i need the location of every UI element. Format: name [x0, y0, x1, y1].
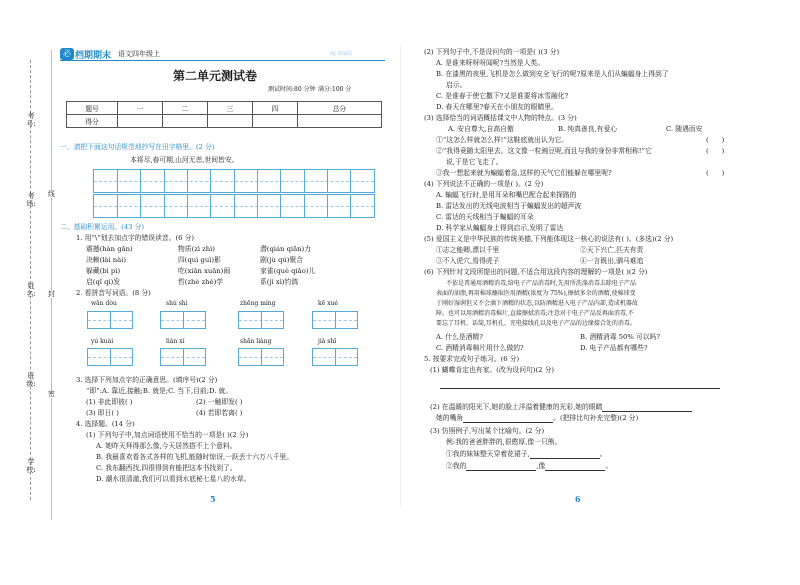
trait-option: C. 随遇而安	[666, 125, 703, 133]
trait-item-cont: 说,于是它飞走了。	[446, 158, 503, 166]
pinyin-item[interactable]: 家雀(què qiǎo)儿	[260, 267, 316, 275]
score-header-cell: 一	[118, 102, 163, 115]
writing-box[interactable]	[87, 311, 133, 329]
choice-option[interactable]: C. 我东翻西找,四很得到有能把这本书找到了。	[96, 464, 237, 472]
choice-option[interactable]: ②天下兴亡,匹夫有责	[580, 246, 644, 254]
score-header-cell: 四	[252, 102, 297, 115]
q3-item[interactable]: (3) 即日( )	[86, 409, 119, 417]
pinyin-item[interactable]: 躲藏(bì pì)	[86, 267, 121, 275]
test-time: 测试时间:80 分钟	[268, 86, 316, 93]
trait-item: ③我一想起来就为蝙蝠着急,这样的天气它们能躲在哪里呢?	[436, 169, 612, 177]
q4-stem: 4. 选择题。(14 分)	[76, 420, 135, 428]
q3-item[interactable]: (2) 一触即发( )	[196, 398, 243, 406]
q5-main-stem: 5. 按要求完成句子练习。(6 分)	[424, 355, 520, 363]
pinyin-item[interactable]: 系(jì xì)钓鸽	[260, 278, 299, 286]
choice-option[interactable]: ④一言既出,驷马难追	[580, 257, 644, 265]
page-number-right: 6	[575, 494, 581, 504]
section2-heading: 二、基础积累运用。(43 分)	[60, 223, 145, 231]
score-header-cell: 总分	[297, 102, 381, 115]
margin-label-room: 考场:	[26, 192, 36, 208]
q5-sub2b	[436, 414, 638, 423]
q5-sub2c-text: 。(把排比句补充完整)(2 分)	[553, 414, 639, 422]
answer-paren[interactable]: ( )	[706, 147, 725, 155]
tianzige-row-2[interactable]	[93, 194, 375, 218]
writing-box[interactable]	[312, 348, 358, 366]
trait-item: ①“这怎么样就怎么样!”这鞋底就出认为它。	[436, 136, 569, 144]
q1-stem: 1. 用“\”划去加点字的错误读音。(6 分)	[76, 234, 195, 242]
pinyin-item[interactable]: 四(quì guì)影	[178, 256, 221, 264]
answer-blank[interactable]	[463, 414, 553, 423]
choice-option[interactable]: D. 电子产品都有哪些?	[580, 344, 648, 352]
q5-sub3: (3) 仿照例子,写出某个比喻句。(2 分)	[430, 427, 545, 435]
pinyin-prompt: shǎn liàng	[240, 338, 272, 345]
q5-item-text: ①我的妹妹整天穿着花裙子,	[446, 450, 530, 458]
pinyin-item[interactable]: 潜(qián qiǎn)力	[260, 245, 311, 253]
answer-line[interactable]	[440, 388, 720, 389]
q3-item[interactable]: (1) 非此即彼( )	[86, 398, 133, 406]
score-input-cell[interactable]	[252, 115, 297, 128]
q2-stem: 2. 看拼音写词语。(8 分)	[76, 289, 151, 297]
pinyin-prompt: zhēng míng	[240, 300, 276, 307]
choice-option[interactable]: B. 酒精消毒 50% 可以吗?	[580, 333, 660, 341]
section1-heading: 一、请把下面这句话规范地抄写在田字格里。(2 分)	[60, 143, 215, 151]
q5-sub2	[430, 403, 692, 412]
score-row-label: 得分	[67, 115, 118, 128]
pinyin-item[interactable]: 启(qǐ qì)发	[86, 278, 121, 286]
pinyin-prompt: kē xué	[318, 300, 338, 307]
q5-sub2-text: (2) 在温暖的阳光下,她的脸上洋溢着健康的光彩,她的眼睛	[430, 403, 603, 411]
writing-box[interactable]	[312, 311, 358, 329]
choice-option[interactable]: C. 雷达的天线相当于蝙蝠的耳朵	[436, 213, 534, 221]
choice-option-cont: 启示。	[446, 81, 467, 89]
q3-item[interactable]: (4) 若即若离( )	[196, 409, 243, 417]
answer-paren[interactable]: ( )	[706, 169, 725, 177]
score-header-cell: 题号	[67, 102, 118, 115]
passage-line: 于刚好湿润但又不会滴下酒精的状态,以防酒精进入电子产品内部,造成机器故	[436, 300, 638, 307]
rq6-stem: (6) 下列针对文段所提出的问题,不适合用这段内容的理解的一项是( )(2 分)	[424, 268, 648, 276]
passage-line: 障。也可以用酒精消毒棉片,直接擦拭消毒;注意对于电子产品反再面消毒,不	[436, 310, 634, 317]
writing-box[interactable]	[238, 348, 284, 366]
pinyin-item[interactable]: 决赖(lài nài)	[86, 256, 127, 264]
margin-label-exam-no: 考号:	[26, 112, 36, 128]
choice-option[interactable]: D. 春天在哪里?春天在小朋友的眼睛里。	[436, 103, 558, 111]
binding-mark-secret: 密	[48, 390, 55, 398]
choice-option[interactable]: D. 科学家从蝙蝠身上得到启示,发明了雷达	[436, 224, 564, 232]
score-header-cell: 三	[207, 102, 252, 115]
q5-item-mid: ,像	[536, 462, 546, 470]
page-title: 第二单元测试卷	[173, 69, 258, 83]
q5-item-tail: 。	[605, 462, 613, 470]
answer-blank[interactable]	[602, 403, 692, 412]
score-header-cell: 二	[162, 102, 207, 115]
q3-options: “即”:A. 靠近,接触;B. 就是;C. 当下,目前;D. 就。	[86, 387, 233, 395]
writing-box[interactable]	[238, 311, 284, 329]
score-table	[66, 101, 382, 128]
writing-box[interactable]	[160, 348, 206, 366]
writing-box[interactable]	[87, 348, 133, 366]
answer-blank[interactable]	[530, 450, 600, 459]
pinyin-prompt: wān dòu	[91, 300, 117, 307]
margin-label-school: 学校:	[26, 458, 36, 474]
choice-option[interactable]: ③不入虎穴,焉得虎子	[436, 257, 500, 265]
q5-item-2	[446, 462, 612, 471]
answer-blank[interactable]	[545, 462, 605, 471]
binding-line	[51, 50, 52, 520]
passage-line: 不依是普通用酒精消毒,给电子产品消毒时,先用所洗涤消毒去除电子产品	[446, 280, 636, 287]
choice-option[interactable]: A. 什么是酒精?	[436, 333, 483, 341]
edition-badge: RJ 部编版	[330, 51, 353, 57]
rq3-stem: (3) 选择恰当的词语概括课文中人物的特点。(3 分)	[424, 114, 577, 122]
margin-label-name: 姓名:	[26, 282, 36, 298]
rq2-stem: (2) 下列句子中,不是设问句的一项是( )(3 分)	[424, 48, 560, 56]
pinyin-item[interactable]: 物质(zì zhì)	[178, 245, 215, 253]
choice-option[interactable]: C. 是谁春于使它撒下?又是谁要将冰雪融化?	[436, 92, 569, 100]
answer-blank[interactable]	[466, 462, 536, 471]
pinyin-item[interactable]: 剧(jù qú)聚合	[260, 256, 304, 264]
q5-item-1	[446, 450, 607, 459]
page-divider	[400, 46, 401, 506]
q5-sub1: (1) 蝴蝶肯定也有家。(改为设问句)(2 分)	[430, 366, 555, 374]
page-number-left: 5	[210, 494, 216, 504]
pinyin-prompt: yú kuài	[91, 338, 114, 345]
choice-option[interactable]: D. 潮水很清澈,我们可以看到水底秘七星八的水草。	[96, 475, 251, 483]
binding-mark-line: 线	[48, 190, 55, 198]
rq5-stem: (5) 爱国主义是中华民族的传统美德,下列能体现这一核心的说法有( )。(多选)(2 分)	[424, 235, 674, 243]
choice-option[interactable]: B. 在漆黑的夜里,飞机是怎么做到安全飞行的呢?原来是人们从蝙蝠身上得到了	[436, 70, 669, 78]
score-input-cell[interactable]	[162, 115, 207, 128]
score-input-cell[interactable]	[297, 115, 381, 128]
tianzige-row-1[interactable]	[93, 169, 375, 193]
passage-line: 表面的油脂,再用棉球蘸取医用酒精(浓度为 75%),擦拭多余的酒精,使棉球变	[436, 290, 636, 297]
trait-item: ②“我得竟随太阳里去。这文像一粒豌豆呢,而且与我的身份非常相称!”它	[436, 147, 652, 155]
choice-option[interactable]: A. 蝙蝠飞行时,是用耳朵和嘴巴配合起来探路的	[436, 191, 577, 199]
q3-stem: 3. 选择下列加点字的正确意思。(填序号)(2 分)	[76, 376, 218, 384]
writing-box[interactable]	[160, 311, 206, 329]
choice-option[interactable]: A. 是谁来呀呀呀闻呢?当然是人类。	[436, 59, 545, 67]
full-score: 满分:100 分	[318, 86, 352, 93]
choice-option[interactable]: B. 我最喜欢看各式各样的飞机,能随时惊讶,一跃丢十六万八千里。	[96, 453, 294, 461]
pinyin-prompt: shù shì	[166, 300, 188, 307]
score-input-cell[interactable]	[118, 115, 163, 128]
q4-sub1-stem: (1) 下列句子中,加点词语使用不恰当的一项是( )(2 分)	[86, 431, 249, 439]
brand-logo-icon: 必	[60, 48, 74, 60]
pinyin-item[interactable]: 哲(zhè zhé)学	[178, 278, 224, 286]
pinyin-prompt: jià shǐ	[318, 338, 337, 345]
pinyin-prompt: liàn xí	[166, 338, 185, 345]
pinyin-item[interactable]: 吃(xiān xuān)闹	[178, 267, 231, 275]
margin-label-class: 班级:	[26, 372, 36, 388]
passage-line: 要忘了耳机、话筒,耳机孔、充电接线孔以及电子产品的边缘接合处的消毒。	[436, 320, 636, 327]
subject-label: 语文四年级上	[118, 50, 160, 58]
answer-paren[interactable]: ( )	[706, 136, 725, 144]
q5-item-tail: 。	[599, 450, 607, 458]
q5-sub2b-text: 她的嘴角	[436, 414, 464, 422]
choice-option[interactable]: ①志之能卿,漂以千里	[436, 246, 500, 254]
rq4-stem: (4) 下列说法不正确的一项是( )。(2 分)	[424, 180, 544, 188]
header-rule	[60, 60, 385, 61]
pinyin-item[interactable]: 震撼(hàn gǎn)	[86, 245, 133, 253]
brand-name: 档期期末	[75, 51, 112, 61]
trait-option: A. 安自尊大,自高自傲	[448, 125, 514, 133]
choice-option[interactable]: A. 她昨天拜得那么像,今天居然搭不上个意料。	[96, 442, 237, 450]
q5-item-text: ②我的	[446, 462, 467, 470]
score-input-cell[interactable]	[207, 115, 252, 128]
choice-option[interactable]: B. 雷达发出的无线电波相当于蝙蝠发出的超声波	[436, 202, 582, 210]
trait-option: B. 纯真善良,有爱心	[558, 125, 618, 133]
choice-option[interactable]: C. 酒精消毒棉片用什么做的?	[436, 344, 524, 352]
binding-mark-seal: 封	[48, 290, 55, 298]
q5-example: 例:我的爸爸胖胖的,很憨厚,像一只熊。	[446, 438, 562, 446]
copy-sentence: 本将尽,春可期,山河无恙,世间皆安。	[130, 156, 239, 164]
